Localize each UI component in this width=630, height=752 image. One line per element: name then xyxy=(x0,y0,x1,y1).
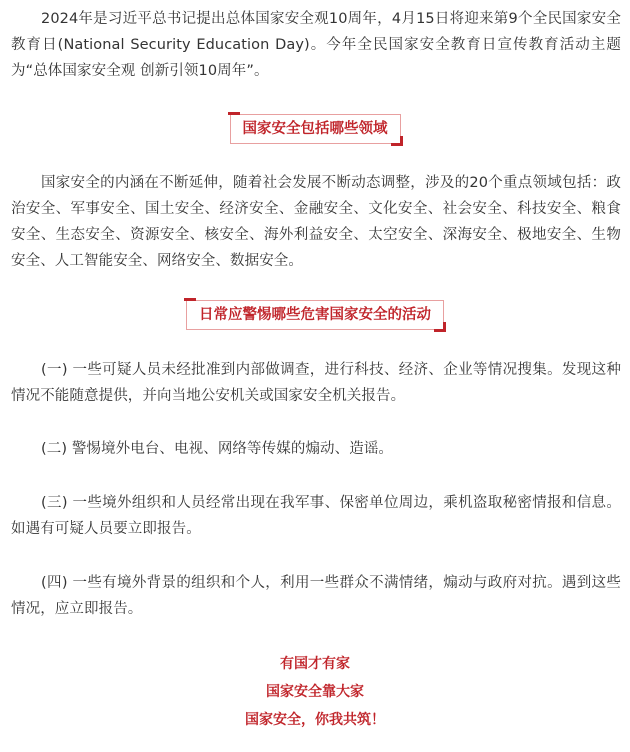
corner-decoration xyxy=(400,136,403,146)
corner-decoration xyxy=(184,298,196,301)
section2-heading xyxy=(186,300,444,330)
section1-heading xyxy=(230,114,401,144)
section1-heading-box xyxy=(0,114,630,144)
corner-decoration xyxy=(228,112,240,115)
list-item: (二) 警惕境外电台、电视、网络等传媒的煽动、造谣。 xyxy=(41,441,394,457)
section1-body: 国家安全的内涵在不断延伸，随着社会发展不断动态调整，涉及的20个重点领域包括：政治安全、军事安全、国土安全、经济安全、金融安全、文化安全、社会安全、科技安全、粮食安全、生态安全、资源安全、核安全、海外利益安全、太空安全、深海安全、极地安全、生物安全、人工智能安全、网络安全、数据安全。 xyxy=(11,175,621,269)
list-item: (一) 一些可疑人员未经批准到内部做调查，进行科技、经济、企业等情况搜集。发现这种情况不能随意提供，并向当地公安机关或国家安全机关报告。 xyxy=(11,362,621,404)
list-item: (三) 一些境外组织和人员经常出现在我军事、保密单位周边，乘机盗取秘密情报和信息。如遇有可疑人员要立即报告。 xyxy=(11,495,621,537)
section2-heading-box xyxy=(0,300,630,330)
section2-heading-text: 日常应警惕哪些危害国家安全的活动 xyxy=(199,307,431,323)
closing-line-2: 国家安全靠大家 xyxy=(266,684,364,700)
corner-decoration xyxy=(443,322,446,332)
section1-heading-text: 国家安全包括哪些领域 xyxy=(242,121,388,137)
closing-line-3: 国家安全，你我共筑！ xyxy=(245,712,385,728)
list-item: (四) 一些有境外背景的组织和个人，利用一些群众不满情绪，煽动与政府对抗。遇到这些情况，应立即报告。 xyxy=(11,575,621,617)
closing-line-1: 有国才有家 xyxy=(280,656,350,672)
intro-paragraph: 2024年是习近平总书记提出总体国家安全观10周年，4月15日将迎来第9个全民国家安全教育日(National Security Education Day)。今年全民国家安全教育日宣传教育活动主题为“总体国家安全观 创新引领10周年”。 xyxy=(11,11,621,79)
